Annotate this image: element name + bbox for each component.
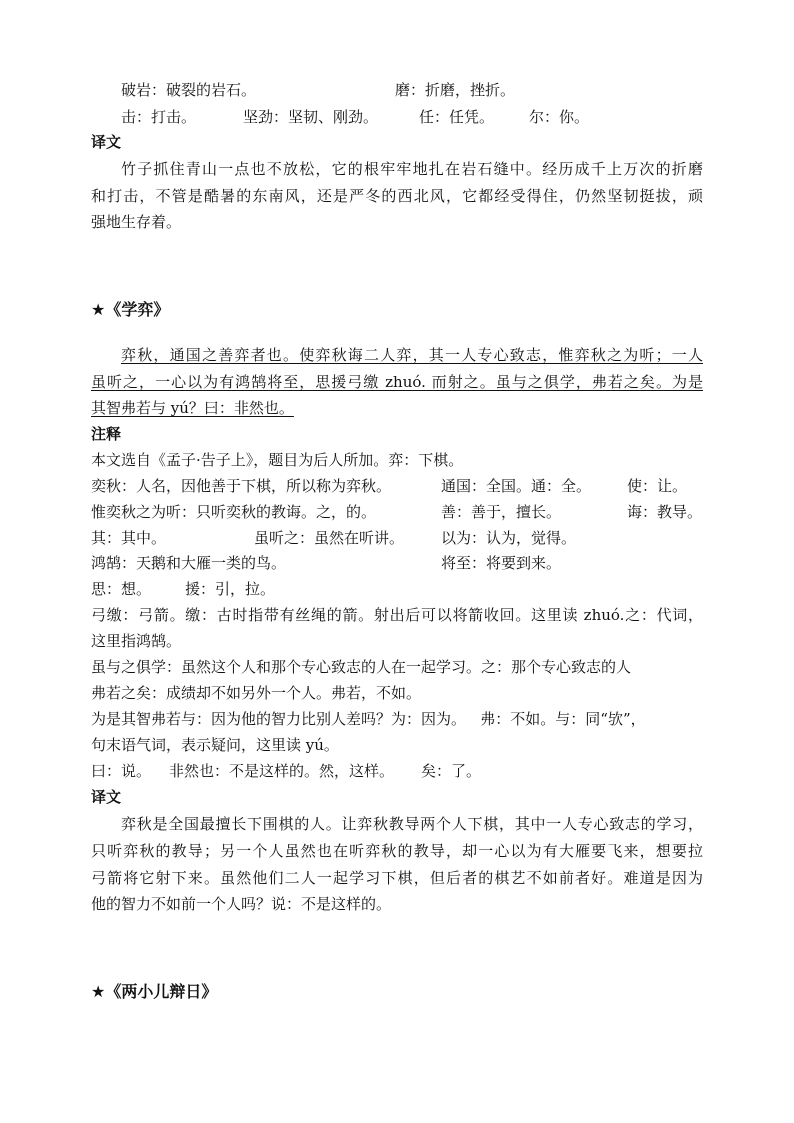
note-line: 句末语气词，表示疑问，这里读 yú。 [91,736,339,754]
note-line: 为是其智弗若与：因为他的智力比别人差吗？为：因为。 弗：不如。与：同“欤”， [91,710,646,728]
gloss-item: 击：打击。 [121,108,197,126]
translation-line: 他的智力不如前一个人吗？说：不是这样的。 [91,895,392,913]
notes-row [91,553,711,573]
note-item: 非然也：不是这样的。然，这样。 [169,762,395,780]
gloss-item: 任：任凭。 [419,108,495,126]
gloss-item: 尔：你。 [529,108,590,126]
note-line: 虽与之俱学：虽然这个人和那个专心致志的人在一起学习。之：那个专心致志的人 [91,658,632,676]
translation-line: 只听弈秋的教导；另一个人虽然也在听弈秋的教导，却一心以为有大雁要飞来，想要拉 [91,842,703,860]
section-heading-notes: 注释 [91,425,122,443]
original-text-line: 虽听之，一心以为有鸿鹄将至，思援弓缴 zhuó. 而射之。虽与之俱学，弗若之矣。为是 [91,373,703,391]
notes-row [91,761,711,781]
note-item: 鸿鹄：天鹅和大雁一类的鸟。 [91,554,287,572]
translation-line: 和打击，不管是酷暑的东南风，还是严冬的西北风，它都经受得住，仍然坚韧挺拔，顽 [91,187,703,205]
note-line: 这里指鸿鹄。 [91,632,182,650]
gloss-item: 磨：折磨，挫折。 [395,81,516,99]
section-heading-translation: 译文 [91,133,122,151]
note-item: 其：其中。 [91,529,167,547]
note-item: 将至：将要到来。 [441,554,562,572]
gloss-row [91,107,711,127]
note-item: 善：善于，擅长。 [441,503,562,521]
gloss-item: 坚劲：坚韧、刚劲。 [243,108,379,126]
notes-row [91,476,711,496]
note-item: 通国：全国。通：全。 [441,477,592,495]
original-text-line: 其智弗若与 yú？曰：非然也。 [91,399,294,417]
note-item: 曰：说。 [91,762,152,780]
notes-row [91,579,711,599]
gloss-row [91,80,711,100]
translation-line: 竹子抓住青山一点也不放松，它的根牢牢地扎在岩石缝中。经历成千上万次的折磨 [121,160,703,178]
note-item: 以为：认为，觉得。 [441,529,577,547]
note-item: 奕秋：人名，因他善于下棋，所以称为弈秋。 [91,477,392,495]
translation-line: 弈秋是全国最擅长下围棋的人。让弈秋教导两个人下棋，其中一人专心致志的学习， [121,815,703,833]
translation-line: 强地生存着。 [91,213,182,231]
note-item: 虽听之：虽然在听讲。 [254,529,405,547]
note-line: 弓缴：弓箭。缴：古时指带有丝绳的箭。射出后可以将箭收回。这里读 zhuó.之：代词， [91,606,703,624]
section-title: ★《学弈》 [91,300,170,319]
original-text-line: 弈秋，通国之善弈者也。使弈秋诲二人弈，其一人专心致志，惟弈秋之为听；一人 [121,346,703,364]
note-item: 矣：了。 [421,762,482,780]
note-item: 援：引，拉。 [185,580,276,598]
note-item: 使：让。 [627,477,688,495]
gloss-item: 破岩：破裂的岩石。 [121,81,257,99]
notes-row [91,528,711,548]
note-line: 本文选自《孟子·告子上》，题目为后人所加。弈：下棋。 [91,451,464,469]
translation-line: 弓箭将它射下来。虽然他们二人一起学习下棋，但后者的棋艺不如前者好。难道是因为 [91,869,703,887]
note-item: 惟奕秋之为听：只听奕秋的教诲。之，的。 [91,503,377,521]
note-item: 诲：教导。 [627,503,703,521]
notes-row [91,502,711,522]
section-title: ★《两小儿辩日》 [91,982,218,1001]
note-line: 弗若之矣：成绩却不如另外一个人。弗若，不如。 [91,684,422,702]
section-heading-translation: 译文 [91,788,122,806]
note-item: 思：想。 [91,580,152,598]
